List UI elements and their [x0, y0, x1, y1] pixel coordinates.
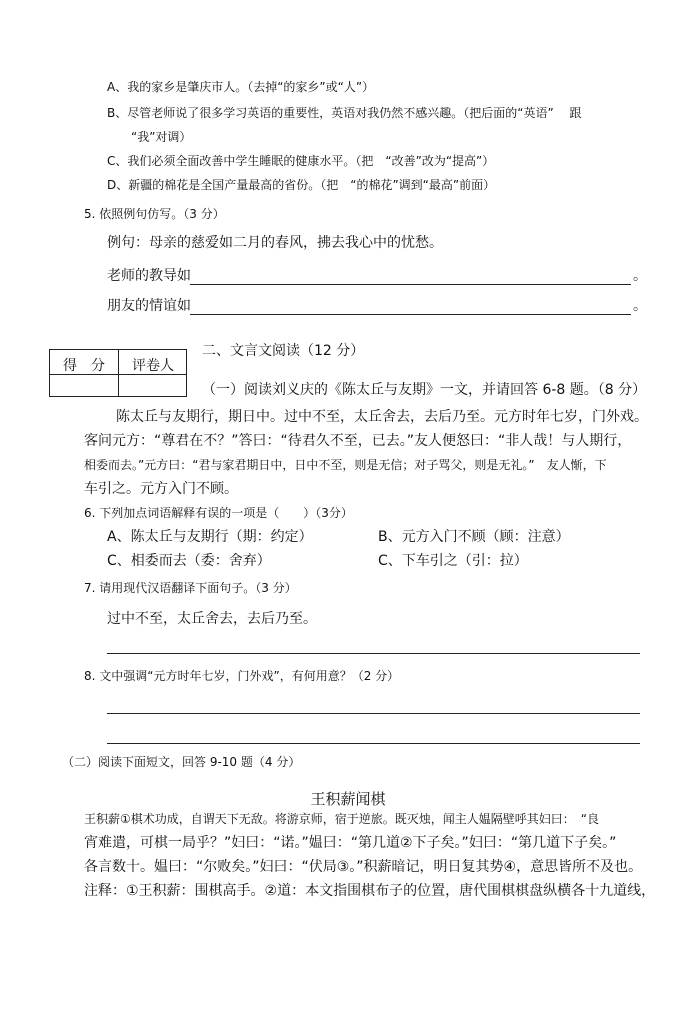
score-label: 得 分 [63, 358, 105, 374]
q8-answer-line-2[interactable] [107, 743, 640, 744]
q4-option-d: D、新疆的棉花是全国产量最高的省份。（把 “的棉花”调到“最高”前面） [107, 178, 496, 192]
q5-answer-line-2[interactable] [190, 314, 631, 315]
q7-answer-line[interactable] [107, 653, 640, 654]
q7-sentence: 过中不至，太丘舍去，去后乃至。 [107, 611, 317, 627]
q4-option-b-line2: “我”对调） [131, 130, 192, 144]
q4-option-c: C、我们必须全面改善中学生睡眠的健康水平。（把 “改善”改为“提高”） [107, 154, 495, 168]
q5-prompt: 5. 依照例句仿写。（3 分） [84, 207, 225, 221]
q8-prompt: 8. 文中强调“元方时年七岁，门外戏”，有何用意？（2 分） [84, 669, 400, 683]
score-box [49, 349, 187, 397]
q5-line2-label: 朋友的情谊如 [107, 298, 191, 314]
grader-label: 评卷人 [132, 358, 174, 374]
q5-example: 例句：母亲的慈爱如二月的春风，拂去我心中的忧愁。 [107, 235, 443, 251]
q6-option-c: C、相委而去（委：舍弃） [107, 553, 271, 569]
passage-title: 王积薪闻棋 [310, 790, 386, 808]
passage-line-2: 客问元方：“尊君在不？”答曰：“待君久不至，已去。”友人便怒曰：“非人哉！与人期行， [84, 433, 632, 449]
part2-line-1: 王积薪①棋术功成，自谓天下无敌。将游京师，宿于逆旅。既灭烛，闻主人媪隔壁呼其妇曰： “良 [84, 812, 599, 826]
q6-prompt: 6. 下列加点词语解释有误的一项是（ ）（3分） [84, 506, 353, 520]
passage-line-1: 陈太丘与友期行，期日中。过中不至，太丘舍去，去后乃至。元方时年七岁，门外戏。 [116, 409, 648, 425]
q5-answer-line-1[interactable] [190, 284, 631, 285]
q7-prompt: 7. 请用现代汉语翻译下面句子。（3 分） [84, 581, 297, 595]
section2-heading: 二、文言文阅读（12 分） [202, 343, 365, 359]
q8-answer-line-1[interactable] [107, 713, 640, 714]
q4-option-a: A、我的家乡是肇庆市人。（去掉“的家乡”或“人”） [107, 80, 375, 94]
q4-option-b-line1: B、尽管老师说了很多学习英语的重要性，英语对我仍然不感兴趣。（把后面的“英语” 跟 [107, 106, 582, 120]
part2-line-2: 宵难遣，可棋一局乎？”妇曰：“诺。”媪曰：“第几道②下子矣。”妇曰：“第几道下子矣。” [84, 835, 617, 851]
q6-option-b: B、元方入门不顾（顾：注意） [378, 529, 570, 545]
q6-option-d: C、下车引之（引：拉） [378, 553, 528, 569]
part2-line-3: 各言数十。媪曰：“尔败矣。”妇曰：“伏局③。”积薪暗记，明日复其势④，意思皆所不及也。 [84, 859, 643, 875]
passage-line-4: 车引之。元方入门不顾。 [84, 481, 238, 497]
q6-option-a: A、陈太丘与友期行（期：约定） [107, 529, 313, 545]
q5-line1-end: 。 [633, 268, 647, 284]
part2-heading: （二）阅读下面短文，回答 9-10 题（4 分） [62, 755, 301, 769]
passage-line-3: 相委而去。”元方曰：“君与家君期日中，日中不至，则是无信；对子骂父，则是无礼。” 友人惭，下 [84, 458, 607, 472]
part1-heading: （一）阅读刘义庆的《陈太丘与友期》一文，并请回答 6-8 题。（8 分） [202, 382, 647, 398]
q5-line2-end: 。 [633, 298, 647, 314]
q5-line1-label: 老师的教导如 [107, 268, 191, 284]
part2-notes: 注释：①王积薪：围棋高手。②道：本文指围棋布子的位置，唐代围棋棋盘纵横各十九道线， [84, 883, 656, 899]
